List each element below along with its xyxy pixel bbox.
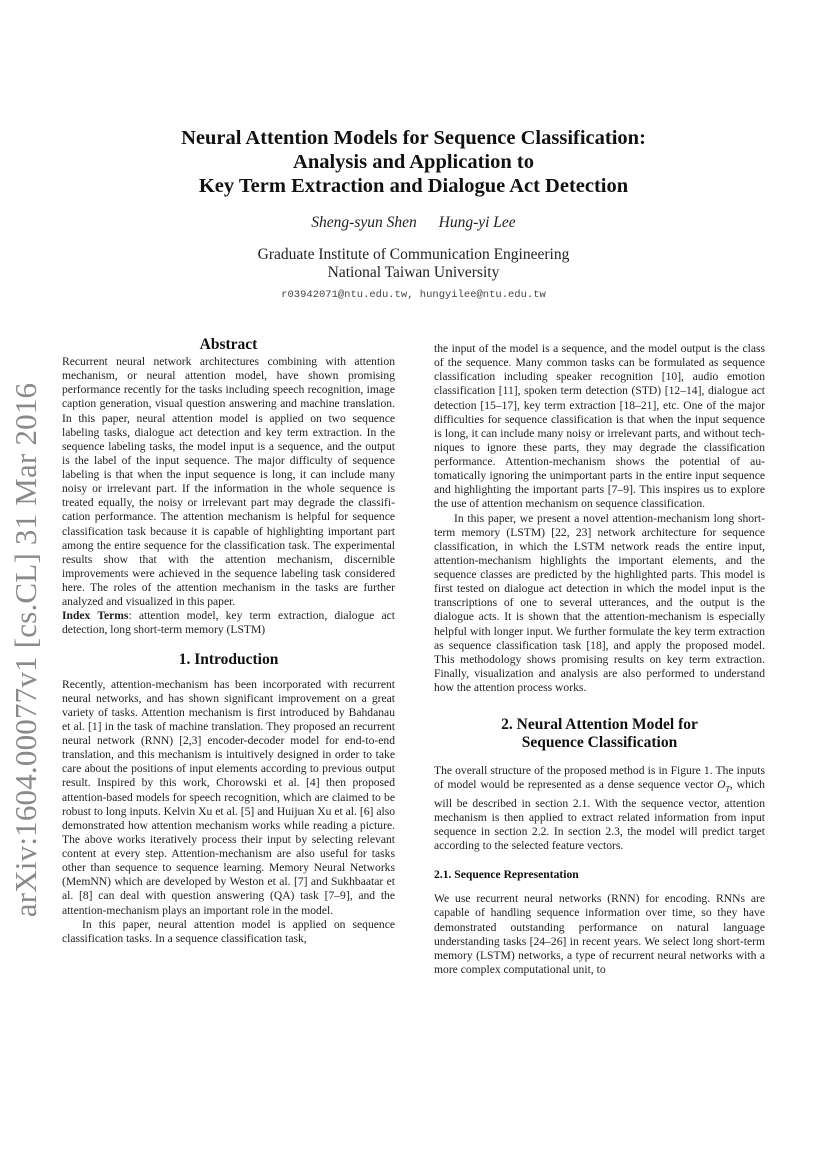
arxiv-stamp <box>6 350 46 950</box>
math-o-t: $O_T$ <box>717 778 730 794</box>
title-line-1: Neural Attention Models for Sequence Classification: <box>181 127 646 149</box>
intro-paragraph-1: Recently, attention-mechanism has been incorporated with recurrent neural networks, and has shown significant improvement on a great variety of tasks. Attention mechanism is first introduced by Bahdanau et al. [1] in the task of machine translation. They proposed an recurrent neural network (RNN) [2,3] encoder-decoder model for end-to-end translation, and this mechanism is intuitively designed in order to take care about the positions of input elements according to previous output result. Inspired by this work, Chorowski et al. [4] then proposed attention-based models for speech recognition, which are claimed to be robust to long inputs. Kelvin Xu et al. [5] and Huijuan Xu et al. [6] also demonstrated how attention mechanism works while reading a picture. The above works iteratively process their input by selecting relevant content at every step. Attention-mechanism are also useful for tasks other than sequence to sequence learning. Memory Neural Networks (MemNN) which are developed by Weston et al. [7] and Sukhbaatar et al. [8] can deal with question answering (QA) task [7–9], and the attention-mechanism plays an important role in the model. <box>62 677 395 917</box>
affiliation-line-1: Graduate Institute of Communication Engineering <box>257 246 570 263</box>
right-column <box>434 342 765 977</box>
abstract-heading: Abstract <box>199 336 258 353</box>
arxiv-stamp-text: arXiv:1604.00077v1 [cs.CL] 31 Mar 2016 <box>8 382 43 918</box>
section-2-intro: The overall structure of the proposed method is in Figure 1. The inputs of model would be represented as a dense sequence vector $O_T$, which will be described in section 2.1. With the sequence vector, attention mechanism is then applied to extract related information from input sequence in section 2.2. In section 2.3, the model will predict target according to the selected feature vectors. <box>434 764 765 853</box>
index-terms <box>62 609 395 637</box>
intro-paragraph-2-cont: the input of the model is a sequence, and the model output is the class of the sequence. Many common tasks can be formulated as sequence classification including speaker recognition [10], audio emotion classification [11], spoken term detection (STD) [12–14], dialogue act detection [15–17], key term extraction [18–21], etc. One of the major difficulties for sequence classification is that when the input sequence is long, it can include many noisy or irrelevant parts, and without techniques to ignore these parts, they may degrade the classification performance. Attention-mechanism shows the potential of automatically ignoring the unimportant parts in the entire input sequence and highlighting the important parts [7–9]. This inspires us to explore the use of attention mechanism on sequence classification. <box>434 342 765 511</box>
index-terms-label: Index Terms <box>62 609 129 623</box>
paper-title <box>0 126 827 198</box>
subsection-2-1-text: We use recurrent neural networks (RNN) for encoding. RNNs are capable of handling sequence information over time, so they have demonstrated outstanding performance on natural language understanding tasks [24–26] in recent years. We select long short-term memory (LSTM) networks, a type of recurrent neural networks with a more complex computational unit, to <box>434 892 765 976</box>
title-line-2: Analysis and Application to <box>293 151 534 173</box>
section-2-heading-line-1: 2. Neural Attention Model for <box>501 716 698 734</box>
author-1: Sheng-syun Shen <box>311 214 417 231</box>
intro-paragraph-2-start: In this paper, neural attention model is applied on sequence classification tasks. In a sequence classification task, <box>62 917 395 945</box>
intro-paragraph-3: In this paper, we present a novel attention-mechanism long short-term memory (LSTM) [22, 23] network architecture for sequence classification, in which the LSTM network reads the entire input, attention-mechanism highlights the important elements, and the sequence classes are predicted by the highlighted parts. This model is first tested on dialogue act detection in which the model input is the transcriptions of one to several utterances, and the output is the dialogue acts. It is shown that the attention-mechanism is especially helpful with longer input. We further formulate the key term extraction as sequence classification task [18], and apply the proposed model. This methodology shows promising results on key term extraction. Finally, visualization and analysis are also performed to understand how the attention process works. <box>434 511 765 694</box>
affiliation-line-2: National Taiwan University <box>327 264 500 281</box>
index-terms-list: : attention model, key term extraction, dialogue act detection, long short-term memory (LSTM) <box>62 609 396 637</box>
authors <box>0 214 827 232</box>
title-line-3: Key Term Extraction and Dialogue Act Detection <box>198 175 629 197</box>
author-emails: r03942071@ntu.edu.tw, hungyilee@ntu.edu.tw <box>281 289 546 301</box>
section-2-heading-line-2: Sequence Classification <box>521 734 678 752</box>
section-1-heading: 1. Introduction <box>178 650 279 668</box>
subsection-2-1-heading: 2.1. Sequence Representation <box>434 868 579 882</box>
section-2-heading <box>434 716 765 752</box>
affiliation <box>0 246 827 282</box>
author-2: Hung-yi Lee <box>438 214 516 231</box>
abstract-text: Recurrent neural network architectures combining with attention mechanism, or neural attention model, have shown promising performance recently for the tasks including speech recognition, image caption generation, visual question answering and machine translation. In this paper, neural attention model is applied on two sequence labeling tasks, dialogue act detection and key term extraction. In the sequence labeling tasks, the model input is a sequence, and the output is the label of the input sequence. The major difficulty of sequence labeling is that when the input sequence is long, it can include many noisy or irrelevant part. If the information in the whole sequence is treated equally, the noisy or irrelevant part may degrade the classification performance. The attention mechanism is helpful for sequence classification task because it is capable of highlighting important part among the entire sequence for the classification task. The experimental results show that with the attention mechanism, discernible improvements were achieved in the sequence labeling task considered here. The roles of the attention mechanism in the tasks are further analyzed and visualized in this paper. <box>62 355 395 609</box>
left-column <box>62 336 395 946</box>
